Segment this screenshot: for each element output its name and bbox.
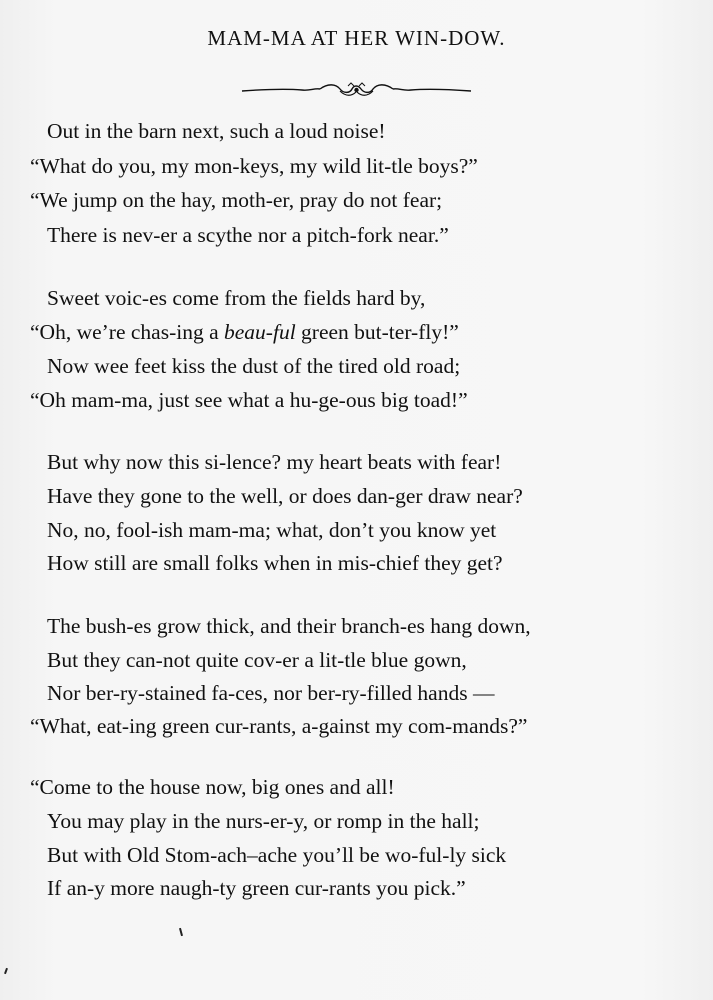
print-speck bbox=[4, 968, 8, 974]
stanza-2-line-2: “Oh, we’re chas-ing a beau-ful green but-ter-fly!” bbox=[30, 320, 459, 344]
stanza-2-line-1: Sweet voic-es come from the fields hard by, bbox=[47, 286, 426, 310]
stanza-4-line-4: “What, eat-ing green cur-rants, a-gainst my com-mands?” bbox=[30, 714, 528, 738]
stanza-5-line-2: You may play in the nurs-er-y, or romp in the hall; bbox=[47, 809, 480, 833]
stanza-2-line-4: “Oh mam-ma, just see what a hu-ge-ous big toad!” bbox=[30, 388, 468, 412]
stanza-1-line-2: “What do you, my mon-keys, my wild lit-tle boys?” bbox=[30, 154, 478, 178]
stanza-3-line-2: Have they gone to the well, or does dan-ger draw near? bbox=[47, 484, 523, 508]
stanza-5-line-3: But with Old Stom-ach–ache you’ll be wo-ful-ly sick bbox=[47, 843, 507, 867]
stanza-4-line-3: Nor ber-ry-stained fa-ces, nor ber-ry-filled hands — bbox=[47, 681, 495, 705]
stanza-1-line-3: “We jump on the hay, moth-er, pray do not fear; bbox=[30, 188, 443, 212]
poem-title: MAM-MA AT HER WIN-DOW. bbox=[207, 26, 506, 50]
stanza-5-line-4: If an-y more naugh-ty green cur-rants you pick.” bbox=[47, 876, 466, 900]
print-speck bbox=[179, 928, 183, 936]
stanza-3-line-4: How still are small folks when in mis-chief they get? bbox=[47, 551, 503, 575]
ornament-divider bbox=[240, 80, 473, 100]
stanza-1-line-1: Out in the barn next, such a loud noise! bbox=[47, 119, 386, 143]
stanza-4-line-2: But they can-not quite cov-er a lit-tle blue gown, bbox=[47, 648, 467, 672]
stanza-2-line-3: Now wee feet kiss the dust of the tired old road; bbox=[47, 354, 461, 378]
stanza-3-line-1: But why now this si-lence? my heart beats with fear! bbox=[47, 450, 502, 474]
stanza-3-line-3: No, no, fool-ish mam-ma; what, don’t you know yet bbox=[47, 518, 497, 542]
stanza-5-line-1: “Come to the house now, big ones and all! bbox=[30, 775, 395, 799]
stanza-4-line-1: The bush-es grow thick, and their branch-es hang down, bbox=[47, 614, 531, 638]
stanza-1-line-4: There is nev-er a scythe nor a pitch-fork near.” bbox=[47, 223, 449, 247]
